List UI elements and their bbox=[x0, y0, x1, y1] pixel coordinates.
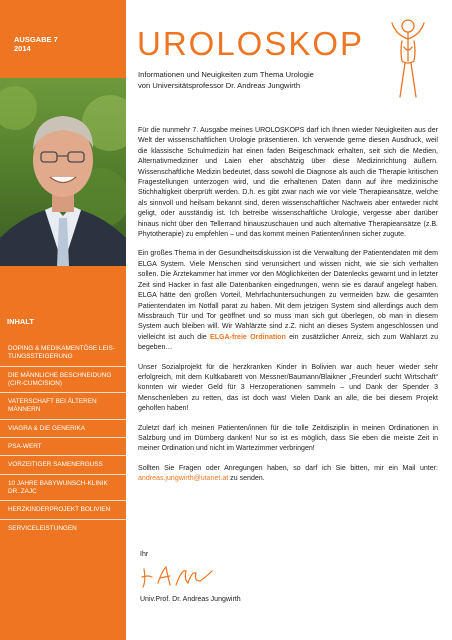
paragraph-intro: Für die nunmehr 7. Ausgabe meines UROLOSKOPS darf ich Ihnen wieder Neuigkeiten aus der Welt der wissenschaftlichen Urologie präsentieren. Ich verwende gerne diesen Ausdruck, weil die klassische Schulmedizin hat einen faden Beigeschmack erhalten, seit sich die Medien, Alternativmediziner und Laien eher abschätzig über diese Medizinrichtung äußern. Wissenschaftliche Medizin bedeutet, dass sowohl die Diagnose als auch die Therapie kritischen Fragestellungen unterzogen wird, und die erhaltenen Daten dann auf ihre medizinische Stichhaltigkeit überprüft werden. D.h. es gibt zwar nach wie vor viele Therapieansätze, welche als sinnvoll und heilsam bekannt sind, deren wissenschaftlicher Nachweis aber entweder nicht geligt, oder ausständig ist. Ich betreibe wissenschaftliche Urologie, vergesse aber darüber hinaus nicht über den Tellerrand hinauszuschauen und auch alternative Therapieansätze (z.B. Phytotherapie) zu empfehlen – und das kommt meinen Patienten/innen sicher zugute. bbox=[138, 127, 438, 239]
paragraph-thanks: Zuletzt darf ich meinen Patienten/innen für die tolle Zeitdisziplin in meinen Ordinationen in Salzburg und im Dürnberg danken! Nur so ist es möglich, dass Sie eben die meiste Zeit in meiner Ordination und nicht im Wartezimmer verbringen! bbox=[138, 424, 438, 453]
uroloskop-logo: UROLOSKOP bbox=[137, 25, 365, 62]
contact-text-after: zu senden. bbox=[228, 475, 265, 483]
editorial-article bbox=[138, 126, 438, 494]
issue-label bbox=[14, 35, 58, 53]
paragraph-contact bbox=[138, 464, 438, 485]
toc-item[interactable]: VIAGRA & DIE GENERIKA bbox=[0, 419, 126, 437]
closing-word: Ihr bbox=[140, 551, 149, 558]
toc-item[interactable]: DOPING & MEDIKAMENTÖSE LEIS-TUNGSSTEIGERUNG bbox=[8, 345, 115, 361]
handwritten-signature bbox=[140, 563, 220, 596]
elga-free-highlight: ELGA-freie Ordination bbox=[210, 333, 286, 341]
elga-text-after: ein zusätzlicher Anreiz, sich zum Wahlarzt zu begeben… bbox=[138, 333, 438, 352]
toc-item[interactable]: PSA-WERT bbox=[0, 437, 126, 455]
paragraph-elga bbox=[138, 249, 438, 353]
elga-text-before: Ein großes Thema in der Gesundheitsdiskussion ist die Verwaltung der Patientendaten mit dem ELGA System. Viele Menschen sind verunsichert und wissen nicht, wie sie sich verhalten sollen. Die Ärztekammer hat immer vor den Möglichkeiten der Datenlecks gewarnt und in letzter Zeit sind Hacker in fast alle Datenbanken eingedrungen, wenn sie es darauf angelegt haben. ELGA hätte den großen Vorteil, Mehrfachuntersuchungen zu vermeiden bzw. die gesamten Patientendaten im Notfall parat zu haben. Mit dem jetzigen System sind allerdings auch dem Missbrauch Tür und Tor geöffnet und so muss man sich gut überlegen, ob man in diesem System auch bleiben will. Wir Wahlärzte sind z.Z. nicht an dieses System angeschlossen und vielleicht ist auch die bbox=[138, 250, 438, 341]
toc-item[interactable]: DIE MÄNNLICHE BESCHNEIDUNG (CIR-CUMCISION) bbox=[0, 366, 126, 393]
issue-number: AUSGABE 7 bbox=[14, 35, 58, 44]
email-link[interactable]: andreas.jungwirth@utanet.at bbox=[138, 475, 229, 483]
table-of-contents bbox=[0, 338, 126, 537]
signer-name: Univ.Prof. Dr. Andreas Jungwirth bbox=[140, 596, 241, 603]
toc-item[interactable]: 10 JAHRE BABYWUNSCH-KLINIK DR. ZAJC bbox=[0, 474, 126, 501]
toc-item[interactable]: VORZEITIGER SAMENERGUSS bbox=[0, 455, 126, 473]
masthead-subtitle bbox=[138, 70, 438, 91]
toc-item[interactable]: VATERSCHAFT BEI ÄLTEREN MÄNNERN bbox=[0, 392, 126, 419]
toc-item[interactable]: SERVICELEISTUNGEN bbox=[0, 519, 126, 537]
author-photo bbox=[0, 78, 126, 266]
toc-title: INHALT bbox=[7, 317, 34, 326]
subtitle-line-2: von Universitätsprofessor Dr. Andreas Jungwirth bbox=[138, 80, 301, 90]
issue-year: 2014 bbox=[14, 44, 31, 53]
subtitle-line-1: Informationen und Neuigkeiten zum Thema Urologie bbox=[138, 70, 314, 79]
sidebar bbox=[0, 0, 126, 640]
contact-text-before: Sollten Sie Fragen oder Anregungen haben, so darf ich Sie bitten, mir ein Mail unter: bbox=[138, 464, 438, 472]
paragraph-bolivia: Unser Sozialprojekt für die herzkranken Kinder in Bolivien war auch heuer wieder sehr erfolgreich, mit dem Kultkabarett von Messner/Baumann/Blaikner „Freunderl sucht Wirtschaft“ konnten wir wieder Geld für 3 Herzoperationen sammeln – und Dank der Spender 3 Menschenleben zu retten, das ist doch was! Vielen Dank an alle, die bei diesem Projekt geholfen haben! bbox=[138, 363, 438, 413]
toc-item[interactable]: HERZKINDERPROJEKT BOLIVIEN bbox=[0, 500, 126, 518]
